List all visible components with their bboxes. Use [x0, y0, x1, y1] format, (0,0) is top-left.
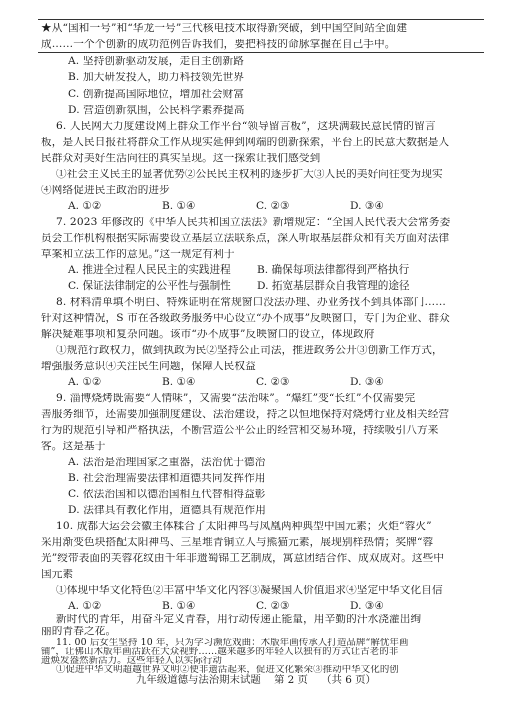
q6-option-c: C. ②③	[256, 200, 290, 212]
q8-option-d: D. ③④	[350, 376, 384, 388]
q10-line-1: 10. 成都大运会会徽主体糅合了太阳神鸟与凤凰两种典型中国元素；火炬“蓉火”	[56, 521, 432, 532]
q8-line-1: 8. 材料清单填不明白、特殊证明在常规窗口没法办理、办业务找不到具体部门……	[56, 297, 446, 308]
q6-line-3: 民群众对美好生活向往的真实呈现。这一探索让我们感受到	[41, 153, 321, 164]
q11-line-3: 遗焕发盎然新活力。这些年轻人以实际行动	[41, 656, 222, 666]
q7-option-c: C. 保证法律制定的公平性与强制性	[68, 280, 231, 292]
q9-option-a: A. 法治是治理国家之重器，法治优于德治	[68, 457, 266, 468]
q7-line-2: 员会工作机构根据实际需要设立基层立法联系点，深入听取基层群众和有关方面对法律	[41, 233, 450, 244]
q11-line-2: 铺”，让佛山木版年画活跃在大众视野……越来越多的年轻人以独有的方式让古老的非	[41, 647, 399, 657]
q8-choices-line-1: ①规范行政权力，做到执政为民②坚持公正司法，推进政务公开③创新工作方式，	[56, 345, 443, 356]
q10-line-2: 采用渐变色块搭配太阳神鸟、三星堆青铜立人与熊猫元素，展现别样热情；奖牌“蓉	[41, 537, 434, 548]
q9-line-3: 行为的规范引导和严格执法，不断营造公平公正的经营和交易环境，持续吸引八方来	[41, 425, 439, 436]
q8-option-b: B. ①④	[162, 376, 196, 388]
q7-option-d: D. 拓宽基层群众自我管理的途径	[257, 280, 410, 292]
q9-option-d: D. 法律具有教化作用，道德具有规范作用	[68, 505, 266, 516]
q6-option-d: D. ③④	[350, 200, 384, 212]
passage-line-1: 新时代的青年，用奋斗定义青春，用行动传递正能量，用辛勤的汗水浇灌出绚	[56, 614, 422, 625]
q5-option-d: D. 营造创新氛围，公民科学素养提高	[68, 105, 245, 116]
q9-line-2: 善服务细节，还需要加强制度建设、法治建设，持之以恒地保持对烧烤行业及相关经营	[41, 409, 450, 420]
q7-line-3: 草案和立法工作的意见。”这一规定有利于	[41, 249, 235, 260]
passage-line-2: 丽的青春之花。	[41, 626, 117, 637]
q9-line-1: 9. 淄博烧烤既需要“人情味”，又需要“法治味”。“爆红”变“长红”不仅需要完	[56, 393, 416, 404]
q7-line-1: 7. 2023 年修改的《中华人民共和国立法法》新增规定：“全国人民代表大会常务委	[56, 217, 451, 228]
q6-option-a: A. ①②	[68, 200, 102, 212]
q11-line-4: ①促进中华文明超越世界文明②使非遗活起来，促进文化繁荣③推动中华文化的创	[56, 665, 399, 675]
q8-option-a: A. ①②	[68, 376, 102, 388]
q10-option-d: D. ③④	[350, 600, 384, 612]
q6-line-1: 6. 人民网大力度建设网上群众工作平台“领导留言板”，这块满载民意民情的留言	[56, 121, 436, 132]
q7-option-b: B. 确保每项法律都得到严格执行	[257, 264, 410, 276]
stem-line-2: 成……一个个创新的成功范例告诉我们，要把科技的命脉掌握在自己手中。	[41, 39, 396, 50]
q5-option-b: B. 加大研发投入，助力科技领先世界	[68, 72, 245, 83]
q6-choices-line-1: ①社会主义民主的显著优势②公民民主权利的逐步扩大③人民的美好向往变为现实	[56, 169, 443, 180]
q5-option-a: A. 坚持创新驱动发展，走自主创新路	[68, 56, 244, 67]
q6-choices-line-2: ④网络促进民主政治的进步	[41, 185, 170, 196]
stem-line-1: ★从“国和一号”和“华龙一号”三代核电技术取得新突破，到中国空间站全面建	[41, 23, 408, 34]
q10-option-a: A. ①②	[68, 600, 102, 612]
q8-line-3: 解决疑难事项和复杂问题。该市“办不成事”反映窗口的设立，体现政府	[41, 329, 375, 340]
q8-choices-line-2: 增强服务意识④关注民生问题，保障人民权益	[41, 361, 256, 372]
q10-line-4: 国元素	[41, 569, 74, 580]
q9-option-b: B. 社会治理需要法律和道德共同发挥作用	[68, 473, 266, 484]
q10-line-3: 光”绶带表面的芙蓉花纹由千年非遗蜀锦工艺制成，寓意团结合作、成双成对。这些中	[41, 553, 445, 564]
q9-option-c: C. 依法治国和以德治国相互代替相得益彰	[68, 489, 266, 500]
q9-line-4: 客。这是基于	[41, 441, 106, 452]
q11-line-1: 11. 00 后女生坚持 10 年，只为学习濒危戏曲：木版年画传承人打造品牌“解忧年画	[56, 638, 409, 648]
q6-option-b: B. ①④	[162, 200, 196, 212]
q5-option-c: C. 创新提高国际地位，增加社会财富	[68, 89, 245, 100]
q8-option-c: C. ②③	[256, 376, 290, 388]
q10-choices-line: ①体现中华文化特色②丰富中华文化内容③凝聚国人价值追求④坚定中华文化自信	[56, 585, 443, 596]
q8-line-2: 针对这种情况，S 市在各级政务服务中心设立“办不成事”反映窗口，专门为企业、群众	[41, 313, 450, 324]
q10-option-b: B. ①④	[162, 600, 196, 612]
q10-option-c: C. ②③	[256, 600, 290, 612]
q7-option-a: A. 推进全过程人民民主的实践进程	[68, 264, 231, 276]
page-footer: 九年级道德与法治期末试题 第 2 页 （共 6 页）	[136, 674, 376, 686]
q6-line-2: 板，是人民日报社将群众工作从现实延伸到网端的创新探索，平台上的民意大数据是人	[41, 137, 450, 148]
